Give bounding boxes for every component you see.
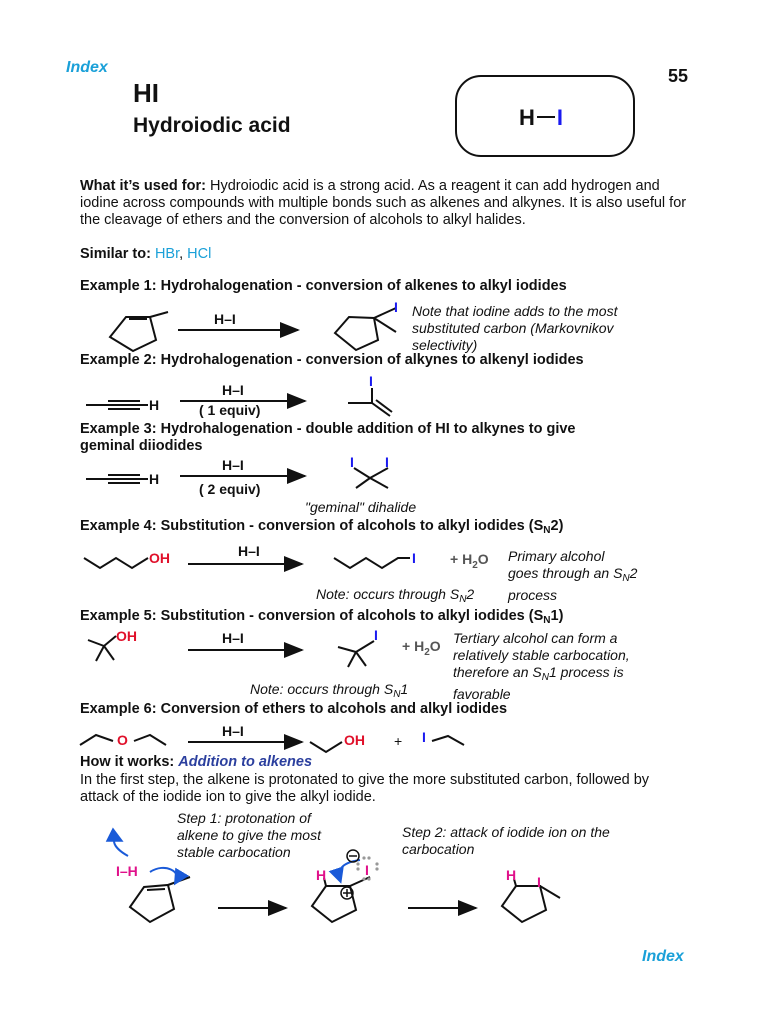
footer-index-link[interactable]: Index [642,948,684,965]
ex1-reagent: H–I [214,311,236,327]
ex2-iodine: I [369,373,373,389]
mech-hi: I–H [116,863,138,879]
ex2-hydrogen: H [149,397,160,413]
example-3-title-line2: geminal diiodides [80,438,203,454]
ex1-iodine: I [394,299,398,315]
ex6-iodine: I [422,729,426,745]
ex5-product [338,641,374,667]
example-4-mech-note: Note: occurs through $S_N2$ [316,586,475,605]
similar-link-hcl[interactable]: HCl [187,246,212,262]
how-it-works-text: In the first step, the alkene is protonated to give the more substituted carbon, followed by attack of the iodide ion to give the alkyl iodide. [80,772,650,805]
ex6-reagent: H–I [222,723,244,739]
ex5-iodine: I [374,627,378,643]
ex6-plus: + [394,733,403,749]
used-for-text: Hydroiodic acid is a strong acid. As a reagent it can add hydrogen and iodine across compounds with multiple bonds such as alkenes and alkynes. It is also useful for the cleavage of ethers and the conversion of alcohols to alkyl halides. [80,178,687,228]
ex6-ether-right [134,735,166,745]
ex3-reagent: H–I [222,457,244,473]
ex2-reagent: H–I [222,382,244,398]
mech-product-hydrogen: H [506,867,517,883]
ex3-iodine-right: I [385,454,389,470]
example-3-caption: "geminal" dihalide [305,499,417,515]
used-for-label: What it’s used for: [80,178,206,194]
similar-label: Similar to: [80,246,151,262]
ex6-ether-left [80,735,113,745]
similar-to: Similar to: HBr, HCl [80,246,212,262]
ex4-butanol [84,558,148,568]
index-link[interactable]: Index [66,59,108,76]
example-4-title: Example 4: Substitution - conversion of alcohols to alkyl iodides $(S_N2)$ [80,518,564,536]
ex3-propyne [86,475,148,483]
ex6-ethanol [310,742,342,752]
ex4-byproduct: + $H_2O$ [450,551,489,571]
example-3-title-line1: Example 3: Hydrohalogenation - double addition of HI to alkynes to give [80,421,576,437]
ex4-iodine: I [412,550,416,566]
ex2-propyne [86,401,148,409]
addition-to-alkenes-link[interactable]: Addition to alkenes [178,754,313,770]
mech-iodide: I [365,862,369,878]
similar-link-hbr[interactable]: HBr [154,246,180,262]
ex3-hydrogen: H [149,471,160,487]
example-5-title: Example 5: Substitution - conversion of alcohols to alkyl iodides $(S_N1)$ [80,608,564,626]
page-title: HI [133,78,159,108]
mech-carbocation [312,877,370,922]
how-it-works: How it works: Addition to alkenes [80,754,313,770]
ex6-hydroxyl: OH [344,732,365,748]
mech-hydrogen: H [316,867,327,883]
step-1-note: Step 1: protonation of alkene to give the most stable carbocation [177,810,321,860]
example-5-mech-note: Note: occurs through $S_N1$ [250,681,409,700]
ex1-product [335,308,396,350]
page-subtitle: Hydroiodic acid [133,114,291,137]
example-1-title: Example 1: Hydrohalogenation - conversion of alkenes to alkyl iodides [80,278,567,294]
mech-curved-arrow-1 [114,839,128,856]
formula-h: H [519,105,535,130]
ex5-hydroxyl: OH [116,628,137,644]
mech-reactant [130,877,190,922]
example-1-note: Note that iodine adds to the most substituted carbon (Markovnikov selectivity) [412,303,618,353]
ex3-condition: ( 2 equiv) [199,481,261,497]
mech-product-iodine: I [537,874,541,890]
ex5-byproduct: + $H_2O$ [402,638,441,658]
ex2-condition: ( 1 equiv) [199,402,261,418]
ex5-tbutanol [88,636,116,661]
ex3-iodine-left: I [350,454,354,470]
ex4-hydroxyl: OH [149,550,170,566]
ex5-reagent: H–I [222,630,244,646]
example-5-note: Tertiary alcohol can form a relatively stable carbocation, therefore an $S_N1$ process is favorable [453,630,630,702]
ex2-product [348,388,392,416]
step-2-note: Step 2: attack of iodide ion on the carbocation [402,824,610,857]
ex3-product [354,468,388,488]
ex6-ethyl-iodide [432,736,464,745]
example-6-title: Example 6: Conversion of ethers to alcohols and alkyl iodides [80,701,508,717]
ex6-ether-oxygen: O [117,732,128,748]
formula-i: I [556,105,564,130]
mech-curved-arrow-2 [150,868,177,882]
ex4-reagent: H–I [238,543,260,559]
mech-product [502,879,560,922]
page-number: 55 [668,66,689,86]
example-4-note: Primary alcohol goes through an $S_N2$ process [508,548,638,603]
ex4-product [334,558,410,568]
example-2-title: Example 2: Hydrohalogenation - conversion of alkynes to alkenyl iodides [80,352,584,368]
ex1-methylcyclopentene [110,312,168,351]
